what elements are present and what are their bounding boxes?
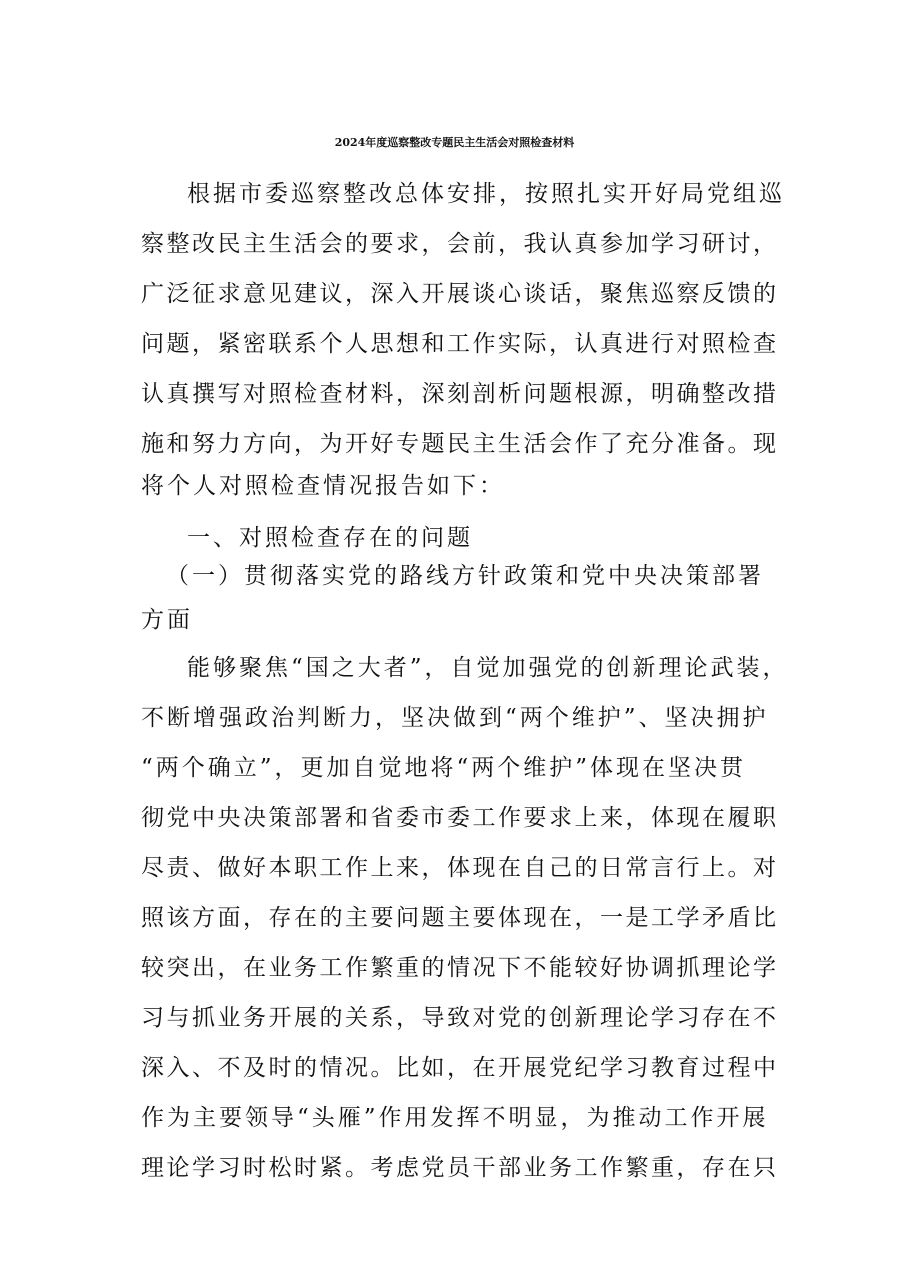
paragraph-line: “两个确立”，更加自觉地将“两个维护”体现在坚决贯	[141, 755, 747, 781]
paragraph-line: 察整改民主生活会的要求，会前，我认真参加学习研讨，	[141, 231, 779, 257]
paragraph-line: 认真撰写对照检查材料，深刻剖析问题根源，明确整改措	[141, 381, 779, 407]
paragraph-line: 照该方面，存在的主要问题主要体现在，一是工学矛盾比	[141, 905, 779, 931]
paragraph-line: 习与抓业务开展的关系，导致对党的创新理论学习存在不	[141, 1005, 779, 1031]
paragraph-line: 尽责、做好本职工作上来，体现在自己的日常言行上。对	[141, 855, 779, 881]
paragraph-line: 能够聚焦“国之大者”，自觉加强党的创新理论武装，	[187, 655, 789, 681]
paragraph-line: 不断增强政治判断力，坚决做到“两个维护”、坚决拥护	[141, 705, 769, 731]
paragraph-line: 彻党中央决策部署和省委市委工作要求上来，体现在履职	[141, 805, 779, 831]
subsection-heading-cont: 方面	[141, 607, 193, 633]
paragraph-line: 较突出，在业务工作繁重的情况下不能较好协调抓理论学	[141, 955, 779, 981]
paragraph-line: 广泛征求意见建议，深入开展谈心谈话，聚焦巡察反馈的	[141, 281, 779, 307]
paragraph-line: 施和努力方向，为开好专题民主生活会作了充分准备。现	[141, 431, 779, 457]
paragraph-line: 理论学习时松时紧。考虑党员干部业务工作繁重，存在只	[141, 1155, 779, 1181]
section-heading: 一、对照检查存在的问题	[187, 525, 473, 551]
paragraph-line: 将个人对照检查情况报告如下：	[141, 473, 505, 499]
subsection-heading: （一）贯彻落实党的路线方针政策和党中央决策部署	[166, 563, 764, 589]
document-title: 2024年度巡察整改专题民主生活会对照检查材料	[334, 136, 575, 149]
paragraph-line: 问题，紧密联系个人思想和工作实际，认真进行对照检查	[141, 331, 779, 357]
paragraph-line: 根据市委巡察整改总体安排，按照扎实开好局党组巡	[187, 181, 785, 207]
paragraph-line: 作为主要领导“头雁”作用发挥不明显，为推动工作开展	[141, 1105, 769, 1131]
paragraph-line: 深入、不及时的情况。比如，在开展党纪学习教育过程中	[141, 1055, 779, 1081]
